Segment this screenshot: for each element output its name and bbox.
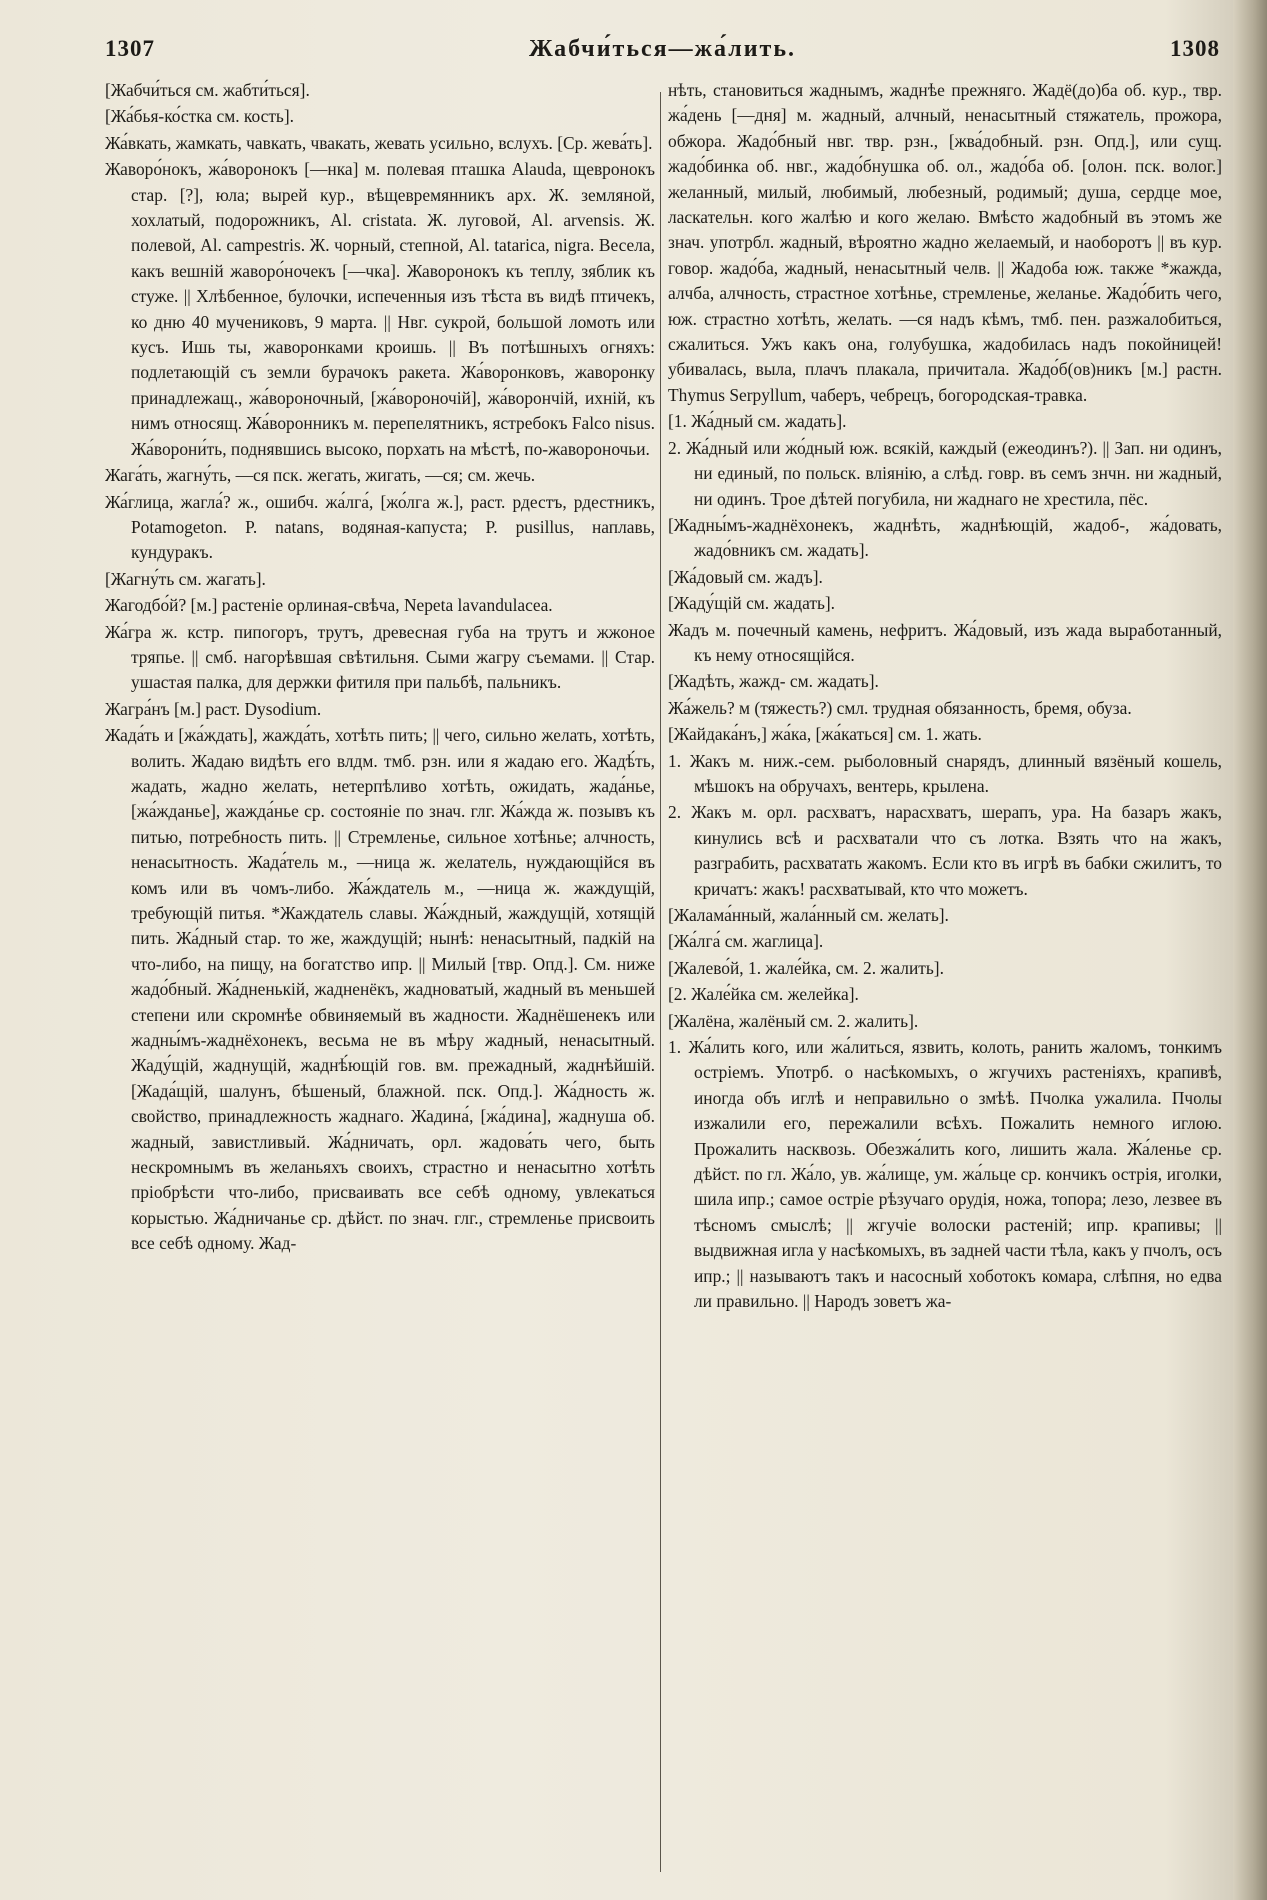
entry: [Жалёна, жалёный см. 2. жалить]. xyxy=(668,1010,919,1031)
page-header xyxy=(105,36,1220,70)
entry: [Жагну́ть см. жагать]. xyxy=(105,568,266,589)
entry: [Жа́бья-ко́стка см. кость]. xyxy=(105,106,294,127)
entry: Жа́вкать, жамкать, чавкать, чвакать, жевать усильно, вслухъ. [Ср. жева́ть]. xyxy=(105,132,653,153)
entry: 1. Жа́лить кого, или жа́литься, язвить, колоть, ранить жаломъ, тонкимъ остріемъ. Употрб. о насѣкомыхъ, о жгучихъ растеніяхъ, крапивѣ, иногда объ иглѣ и неправильно о змѣѣ. Пчолка ужалила. Пчолы изжалили его, пережалили всѣхъ. Пожалить немного иглою. Прожалить насквозь. Обезжа́лить кого, лишить жала. Жа́ленье ср. дѣйст. по гл. Жа́ло, ув. жа́лище, ум. жа́льце ср. кончикъ острія, иголки, шила ипр.; самое остріе рѣзучаго орудія, ножа, топора; лезо, лезвее въ тѣсномъ смыслѣ; || жгучіе волоски растеній; ипр. крапивы; || выдвижная игла у насѣкомыхъ, въ задней части тѣла, какъ у пчолъ, осъ ипр.; || называютъ такъ и насосный хоботокъ комара, слѣпня, но едва ли правильно. || Народъ зоветъ жа- xyxy=(668,1037,1222,1312)
entry-continuation: нѣть, становиться жаднымъ, жаднѣе прежняго. Жадё(до)ба об. кур., твр. жа́день [—дня] м. жадный, алчный, ненасытный стяжатель, прожора, обжора. Жадо́бный нвг. твр. рзн., [жва́добный. рзн. Опд.], или сущ. жадо́бинка об. нвг., жадо́бнушка об. ол., жадо́ба об. [олон. пск. волог.] желанный, милый, любимый, любезный, родимый; душа, сердце мое, ласкательн. кого жалѣю и кого желаю. Вмѣсто жадобный въ этомъ же знач. употрбл. жадный, вѣроятно жадно желаемый, и наоборотъ || въ кур. говор. жадо́ба, жадный, ненасытный челв. || Жадоба юж. также *жажда, алчба, алчность, страстное хотѣнье, стремленье, желанье. Жадо́бить чего, юж. страстно хотѣть, желать. —ся надъ кѣмъ, тмб. пен. разжалобиться, сжалиться. Ужъ какъ она, голубушка, жадобилась надъ покойницей! убивалась, выла, плачъ плакала, причитала. Жадо́б(ов)никъ [м.] растн. Thymus Serpyllum, чаберъ, чебрецъ, богородская-травка. xyxy=(668,80,1222,405)
entry: Жада́ть и [жа́ждать], жажда́ть, хотѣть пить; || чего, сильно желать, хотѣть, волить. Жадаю видѣть его влдм. тмб. рзн. или я жадаю его. Жадѣ́ть, жадать, жадно желать, нетерпѣливо хотѣть, ожидать, жада́нье, [жа́жданье], жажда́нье ср. состояніе по знач. глг. Жа́жда ж. позывъ къ питью, потребность пить. || Стремленье, сильное хотѣнье; алчность, ненасытность. Жада́тель м., —ница ж. желатель, нуждающійся въ комъ или въ чомъ-либо. Жа́ждатель м., —ница ж. жаждущій, требующій питья. *Жаждатель славы. Жа́ждный, жаждущій, хотящій пить. Жа́дный стар. то же, жаждущій; нынѣ: ненасытный, падкій на что-либо, на пищу, на богатство ипр. || Милый [твр. Опд.]. См. ниже жадо́бный. Жа́дненькій, жадненёкъ, жадноватый, жадный въ меньшей степени или скромнѣе обвиняемый въ жадности. Жаднёшенекъ или жадны́мъ-жаднёхонекъ, весьма не въ мѣру жадный, ненасытный. Жаду́щій, жаднущій, жаднѣ́ющій гов. вм. прежадный, жаднѣйшій. [Жада́щій, шалунъ, бѣшеный, блажной. пск. Опд.]. Жа́дность ж. свойство, принадлежность жаднаго. Жадина́, [жа́дина], жаднуша об. жадный, завистливый. Жа́дничать, орл. жадова́ть чего, быть нескромнымъ въ желаньяхъ своихъ, страстно и ненасытно хотѣть пріобрѣсти что-либо, присваивать все себѣ одному, увлекаться корыстью. Жа́дничанье ср. дѣйст. по знач. глг., стремленье присвоить все себѣ одному. Жад- xyxy=(105,725,655,1254)
entry: [Жадѣть, жажд- см. жадать]. xyxy=(668,671,879,692)
entry: Жа́гра ж. кстр. пипогоръ, трутъ, древесная губа на трутъ и жжоное тряпье. || смб. нагорѣвшая свѣтильня. Сыми жагру съемами. || Стар. ушастая палка, для держки фитиля при пальбѣ, пальникъ. xyxy=(105,621,655,693)
entry: 1. Жакъ м. ниж.-сем. рыболовный снарядъ, длинный вязёный кошель, мѣшокъ на обручахъ, вентерь, крылена. xyxy=(668,750,1222,796)
running-head: Жабчи́ться—жа́лить. xyxy=(528,36,797,62)
entry: Жадъ м. почечный камень, нефритъ. Жа́довый, изъ жада выработанный, къ нему относящійся. xyxy=(668,619,1222,665)
entry: Жаворо́нокъ, жа́воронокъ [—нка] м. полевая пташка Alauda, щевронокъ стар. [?], юла; вырей кур., вѣщевремянникъ арх. Ж. земляной, хохлатый, подорожникъ, Al. cristata. Ж. луговой, Al. arvensis. Ж. полевой, Al. campestris. Ж. чорный, степной, Al. tatarica, nigra. Весела, какъ вешній жаворо́ночекъ [—чка]. Жаворонокъ къ теплу, зяблик къ стуже. || Хлѣбенное, булочки, испеченныя изъ тѣста въ видѣ птичекъ, ко дню 40 мучениковъ, 9 марта. || Нвг. сукрой, большой ломоть или кусъ. Ишь ты, жаворонками кроишь. || Въ потѣшныхъ огняхъ: подлетающій съ земли бурачокъ ракета. Жа́воронковъ, жаворонку принадлежащ., жа́вороночный, [жа́вороночій], жа́ворончій, ихній, къ нимъ относящ. Жа́воронникъ м. перепелятникъ, ястребокъ Falco nisus. Жа́ворони́ть, поднявшись высоко, порхать на мѣстѣ, по-жавороночьи. xyxy=(105,159,655,459)
entry: [Жа́лга́ см. жаглица]. xyxy=(668,931,824,952)
entry: Жага́ть, жагну́ть, —ся пск. жегать, жигать, —ся; см. жечь. xyxy=(105,465,536,486)
column-divider xyxy=(660,92,661,1872)
entry: [1. Жа́дный см. жадать]. xyxy=(668,411,847,432)
entry: [Жабчи́ться см. жабти́ться]. xyxy=(105,80,310,100)
entry: [Жаду́щій см. жадать]. xyxy=(668,593,836,614)
entry: 2. Жа́дный или жо́дный юж. всякій, каждый (ежеодинъ?). || Зап. ни одинъ, ни единый, по польск. вліянію, а слѣд. говр. въ семъ знчн. ни жадный, ни одинъ. Трое дѣтей погубила, ни жаднаго не хрестила, пёс. xyxy=(668,437,1222,509)
entry: [Жалама́нный, жала́нный см. желать]. xyxy=(668,905,949,925)
entry: Жа́глица, жагла́? ж., ошибч. жа́лга́, [жо́лга ж.], раст. рдестъ, рдестникъ, Potamogeton. P. natans, водяная-капуста; P. pusillus, наплавь, кундуракъ. xyxy=(105,491,655,563)
entry: 2. Жакъ м. орл. расхватъ, нарасхватъ, шерапъ, ура. На базаръ жакъ, кинулись всѣ и расхватали что съ лотка. Взять что на жакъ, разграбить, расхватать жакомъ. Если кто въ игрѣ въ бабки сжилитъ, то кричатъ: жакъ! расхватывай, кто что можетъ. xyxy=(668,802,1222,899)
page-edge xyxy=(1233,0,1267,1900)
entry: Жагодбо́й? [м.] растеніе орлиная-свѣча, Nepeta lavandulacea. xyxy=(105,595,553,616)
page-number-left: 1307 xyxy=(105,36,155,61)
entry: [Жа́довый см. жадъ]. xyxy=(668,566,823,587)
right-column xyxy=(668,78,1222,1316)
entry: [Жалево́й, 1. жале́йка, см. 2. жалить]. xyxy=(668,957,944,978)
entry: [Жадны́мъ-жаднёхонекъ, жаднѣть, жаднѣющій, жадоб-, жа́довать, жадо́вникъ см. жадать]. xyxy=(668,514,1222,561)
entry: [Жайдака́нъ,] жа́ка, [жа́каться] см. 1. жать. xyxy=(668,724,982,745)
entry: [2. Жале́йка см. желейка]. xyxy=(668,984,859,1005)
left-column xyxy=(105,78,655,1258)
entry: Жа́жель? м (тяжесть?) смл. трудная обязанность, бремя, обуза. xyxy=(668,697,1132,718)
entry: Жагра́нъ [м.] раст. Dysodium. xyxy=(105,698,322,719)
page-number-right: 1308 xyxy=(1170,36,1220,61)
